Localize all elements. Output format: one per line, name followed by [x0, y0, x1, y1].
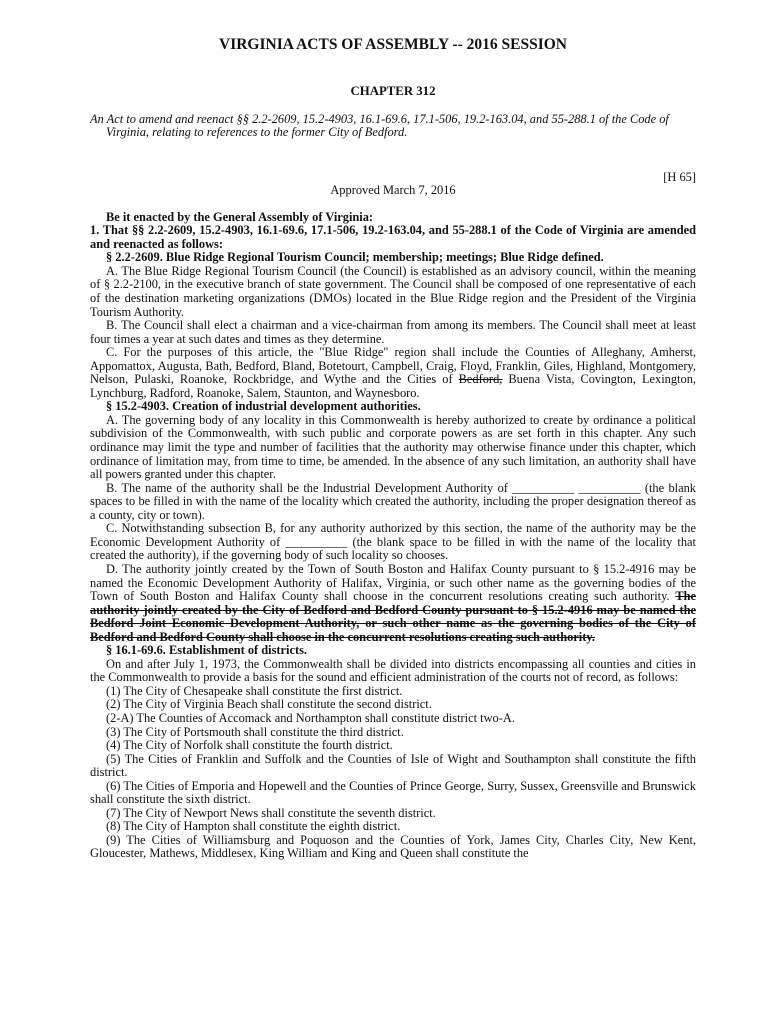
struck-text-bedford-authority: The authority jointly created by the City of Bedford and Bedford County pursuant to § 15.2-4916 may be named the Bedford Joint Economic Development Authority, or such other name as the governing bodies of the City of Bedford and Bedford County shall choose in the concurrent resolutions creating such authority. [90, 589, 696, 644]
district-list-item: (9) The Cities of Williamsburg and Poquoson and the Counties of York, James City, Charles City, New Kent, Gloucester, Mathews, Middlesex, King William and King and Queen shall constitute the [90, 832, 696, 861]
bill-number: [H 65] [663, 169, 696, 184]
document-page [90, 34, 696, 861]
district-list-item: (5) The Cities of Franklin and Suffolk and the Counties of Isle of Wight and Southampton shall constitute the fifth district. [90, 751, 696, 780]
section-4903-subsection-b: B. The name of the authority shall be the Industrial Development Authority of __________ __________ (the blank spaces to be filled in with the name of the locality which created the authority, including the proper designation thereof as a county, city or town). [90, 480, 696, 522]
document-title: VIRGINIA ACTS OF ASSEMBLY -- 2016 SESSION [219, 36, 567, 53]
district-list-item: (1) The City of Chesapeake shall constitute the first district. [106, 683, 403, 698]
section-2609-subsection-a: A. The Blue Ridge Regional Tourism Council (the Council) is established as an advisory council, within the meaning of § 2.2-2100, in the executive branch of state government. The Council shall be composed of one representative of each of the destination marketing organizations (DMOs) located in the Blue Ridge region and the President of the Virginia Tourism Authority. [90, 263, 696, 319]
enacting-clause: Be it enacted by the General Assembly of Virginia: [106, 209, 374, 224]
chapter-heading: CHAPTER 312 [350, 84, 436, 98]
subsection-c-text: C. For the purposes of this article, the "Blue Ridge" region shall include the Counties of Alleghany, Amherst, Appomattox, Augusta, Bath, Bedford, Bland, Botetourt, Campbell, Craig, Floyd, Franklin, Giles, Highland, Montgomery, Nelson, Pulaski, Roanoke, Rockbridge, and Wythe and the Cities of [90, 345, 696, 387]
section-heading-2-2-2609: § 2.2-2609. Blue Ridge Regional Tourism Council; membership; meetings; Blue Ridge defined. [106, 250, 604, 265]
section-4903-subsection-a: A. The governing body of any locality in this Commonwealth is hereby authorized to create by ordinance a political subdivision of the Commonwealth, with such public and corporate powers as are set forth in this chapter. Any such ordinance may limit the type and number of facilities that the authority may otherwise finance under this chapter, which ordinance of limitation may, from time to time, be amended. In the absence of any such limitation, an authority shall have all powers granted under this chapter. [90, 412, 696, 482]
act-description: An Act to amend and reenact §§ 2.2-2609, 15.2-4903, 16.1-69.6, 17.1-506, 19.2-163.04, and 55-288.1 of the Code of Virginia, relating to references to the former City of Bedford. [90, 111, 669, 140]
approval-date: Approved March 7, 2016 [330, 183, 456, 198]
district-list-item: (4) The City of Norfolk shall constitute the fourth district. [106, 738, 393, 753]
district-list-item: (6) The Cities of Emporia and Hopewell and the Counties of Prince George, Surry, Sussex, Greensville and Brunswick shall constitute the sixth district. [90, 778, 696, 807]
district-list-item: (8) The City of Hampton shall constitute the eighth district. [106, 819, 401, 834]
subsection-d-text: D. The authority jointly created by the Town of South Boston and Halifax County pursuant to § 15.2-4916 may be named the Economic Development Authority of Halifax, Virginia, or such other name as the governing bodies of the Town of South Boston and Halifax County shall choose in the concurrent resolutions creating such authority. [90, 561, 696, 604]
section-heading-15-2-4903: § 15.2-4903. Creation of industrial development authorities. [106, 399, 421, 414]
district-list-item: (2) The City of Virginia Beach shall constitute the second district. [106, 697, 432, 712]
section-4903-subsection-d [90, 563, 696, 644]
section-2609-subsection-b: B. The Council shall elect a chairman and a vice-chairman from among its members. The Council shall meet at least four times a year at such dates and times as they determine. [90, 318, 696, 346]
district-list-item: (2-A) The Counties of Accomack and Northampton shall constitute district two-A. [106, 710, 515, 725]
district-list-item: (7) The City of Newport News shall constitute the seventh district. [106, 805, 436, 820]
district-list-item: (3) The City of Portsmouth shall constitute the third district. [106, 724, 404, 739]
section-4903-subsection-c: C. Notwithstanding subsection B, for any authority authorized by this section, the name of the authority may be the Economic Development Authority of __________ (the blank space to be filled in with the name of the locality that created the authority), if the governing body of such locality so chooses. [90, 521, 696, 563]
struck-text-bedford: Bedford, [458, 372, 503, 387]
section-2609-subsection-c [90, 346, 696, 400]
section-696-intro: On and after July 1, 1973, the Commonwealth shall be divided into districts encompassing all counties and cities in the Commonwealth to provide a basis for the sound and efficient administration of the courts not of record, as follows: [90, 656, 696, 685]
subsection-c-text-end: Buena Vista, Covington, Lexington, Lynchburg, Radford, Roanoke, Salem, Staunton, and Waynesboro. [90, 372, 696, 400]
amended-sections-clause: 1. That §§ 2.2-2609, 15.2-4903, 16.1-69.6, 17.1-506, 19.2-163.04, and 55-288.1 of the Code of Virginia are amended and reenacted as follows: [90, 223, 696, 251]
section-heading-16-1-69-6: § 16.1-69.6. Establishment of districts. [106, 643, 308, 658]
